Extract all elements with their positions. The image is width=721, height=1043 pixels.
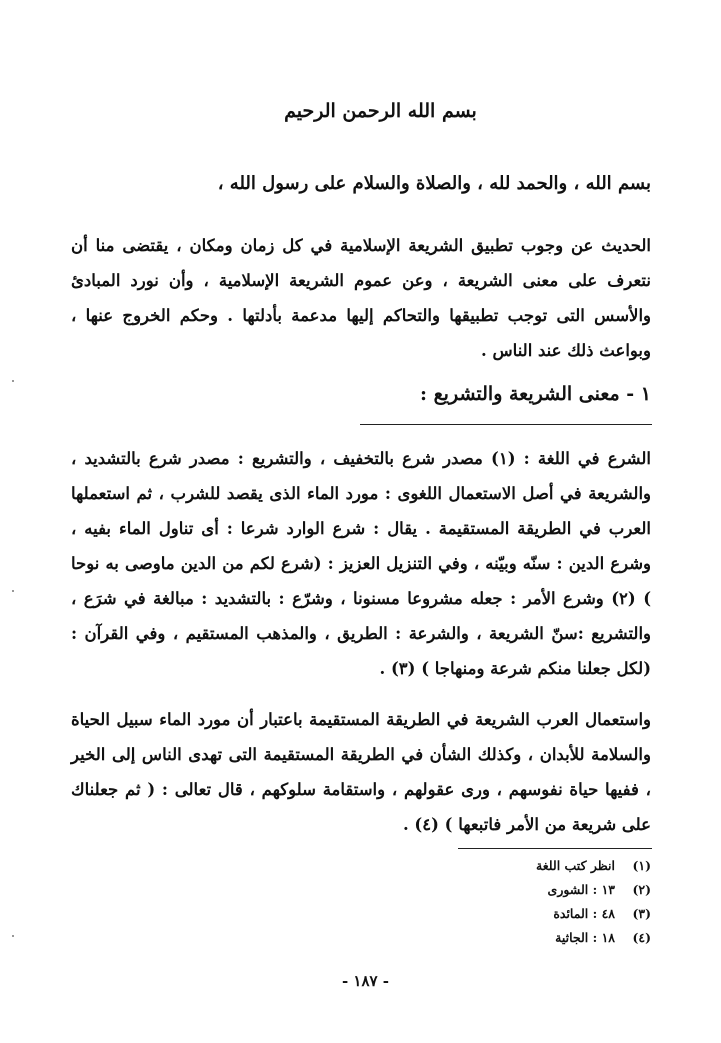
page-number: - ١٨٧ - xyxy=(341,972,390,990)
footnote-item xyxy=(536,902,651,926)
usage-paragraph: واستعمال العرب الشريعة في الطريقة المستقيمة باعتبار أن مورد الماء سبيل الحياة والسلامة للأبدان ، وكذلك الشأن في الطريقة المستقيمة التى تهدى الناس إلى الخير ، ففيها حياة نفوسهم ، ورى عقولهم ، واستقامة سلوكهم ، قال تعالى : ( ثم جعلناك على شريعة من الأمر فاتبعها ) (٤) . xyxy=(71,710,651,834)
footnote-number: (٢) xyxy=(632,882,651,897)
footnote-item xyxy=(536,878,651,902)
definition-paragraph: الشرع في اللغة : (١) مصدر شرع بالتخفيف ، والتشريع : مصدر شرع بالتشديد ، والشريعة في أصل الاستعمال اللغوى : مورد الماء الذى يقصد للشرب ، ثم استعملها العرب في الطريقة المستقيمة . يقال : شرع الوارد شرعا : أى تناول الماء بفيه ، وشرع الدين : سنّه وبيّنه ، وفي التنزيل العزيز : (شرع لكم من الدين ماوصى به نوحا ) (٢) وشرع الأمر : جعله مشروعا مسنونا ، وشرّع : بالتشديد : مبالغة في شرَع ، والتشريع :سنّ الشريعة ، والشرعة : الطريق ، والمذهب المستقيم ، وفي القرآن : (لكل جعلنا منكم شرعة ومنهاجا ) (٣) . xyxy=(71,449,651,678)
footnote-item xyxy=(536,926,651,950)
heading-underline xyxy=(360,424,652,425)
footnote-text: انظر كتب اللغة xyxy=(536,858,615,873)
footnote-item xyxy=(536,854,651,878)
footnote-separator xyxy=(458,848,652,849)
intro-paragraph: الحديث عن وجوب تطبيق الشريعة الإسلامية في كل زمان ومكان ، يقتضى منا أن نتعرف على معنى الشريعة ، وعن عموم الشريعة الإسلامية ، وأن نورد المبادئ والأسس التى توجب تطبيقها والتحاكم إليها مدعمة بأدلتها . وحكم الخروج عنها ، وبواعث ذلك عند الناس . xyxy=(71,236,651,360)
scan-mark xyxy=(12,380,14,382)
scan-mark xyxy=(12,935,14,937)
footnote-number: (٤) xyxy=(632,930,651,945)
section-heading: ١ - معنى الشريعة والتشريع : xyxy=(419,383,651,405)
footnote-text: ١٣ : الشورى xyxy=(547,882,615,897)
footnote-text: ١٨ : الجاثية xyxy=(555,930,615,945)
opening-line: بسم الله ، والحمد لله ، والصلاة والسلام على رسول الله ، xyxy=(217,173,651,194)
footnote-text: ٤٨ : المائدة xyxy=(553,906,615,921)
footnote-number: (١) xyxy=(632,858,651,873)
footnotes-list xyxy=(536,854,651,950)
basmala-heading: بسم الله الرحمن الرحيم xyxy=(284,100,477,122)
footnote-number: (٣) xyxy=(632,906,651,921)
scan-mark xyxy=(12,590,14,592)
